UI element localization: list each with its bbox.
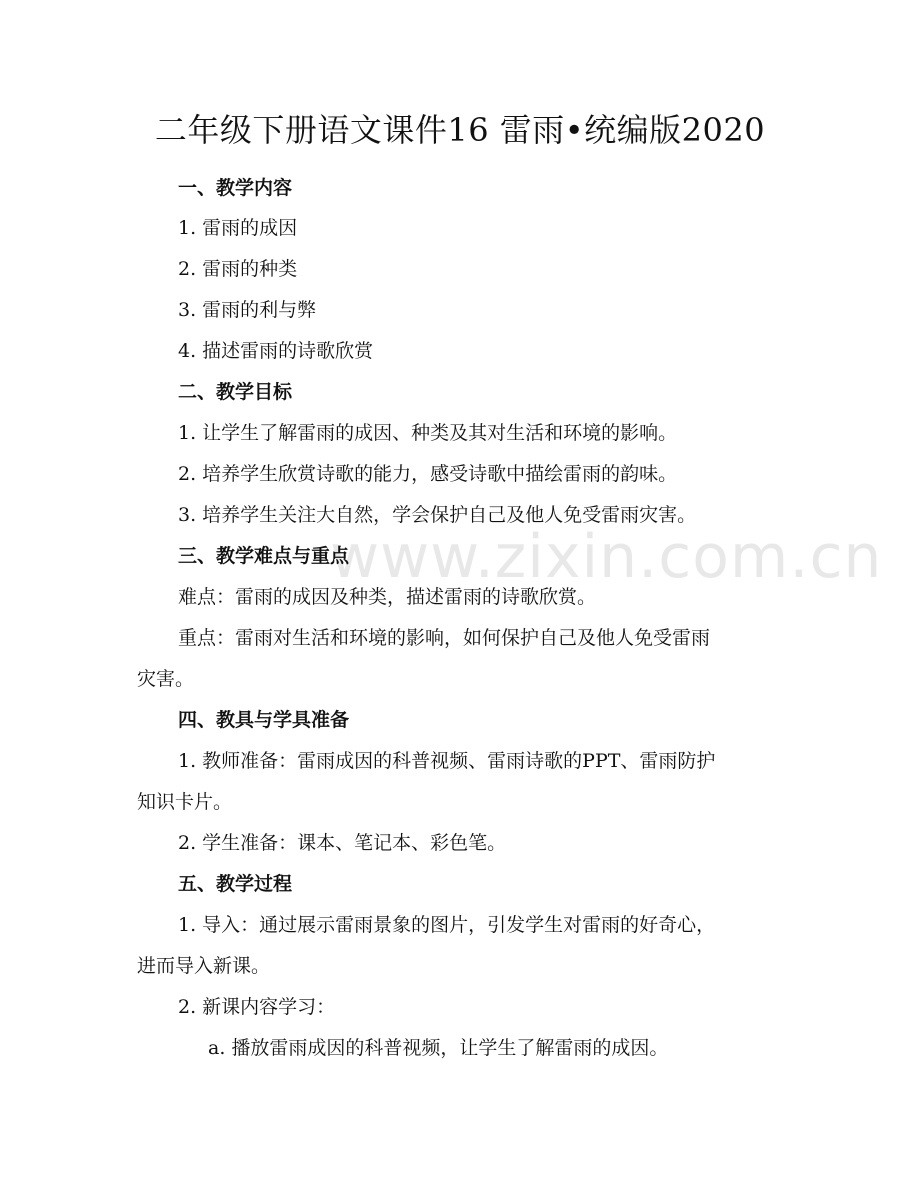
process-item1-line2: 进而导入新课。	[137, 955, 271, 977]
materials-item1-line2: 知识卡片。	[137, 791, 233, 813]
content-item: 1. 雷雨的成因	[178, 217, 298, 239]
section-heading-content: 一、教学内容	[178, 177, 293, 199]
section-heading-difficulty: 三、教学难点与重点	[178, 545, 350, 567]
watermark: www.zixin.com.cn	[330, 522, 883, 592]
content-item: 4. 描述雷雨的诗歌欣赏	[178, 340, 374, 362]
document-title: 二年级下册语文课件16 雷雨•统编版2020	[154, 111, 766, 149]
process-item2: 2. 新课内容学习：	[178, 996, 336, 1018]
key-point-line2: 灾害。	[137, 668, 195, 690]
content-item: 2. 雷雨的种类	[178, 258, 298, 280]
content-item: 3. 雷雨的利与弊	[178, 299, 317, 321]
difficult-point: 难点：雷雨的成因及种类，描述雷雨的诗歌欣赏。	[178, 586, 597, 608]
section-heading-goals: 二、教学目标	[178, 381, 293, 403]
section-heading-materials: 四、教具与学具准备	[178, 709, 350, 731]
materials-item1-line1: 1. 教师准备：雷雨成因的科普视频、雷雨诗歌的PPT、雷雨防护	[178, 750, 716, 772]
process-item2a: a. 播放雷雨成因的科普视频，让学生了解雷雨的成因。	[208, 1037, 669, 1059]
section-heading-process: 五、教学过程	[178, 873, 293, 895]
key-point-line1: 重点：雷雨对生活和环境的影响，如何保护自己及他人免受雷雨	[178, 627, 711, 649]
process-item1-line1: 1. 导入：通过展示雷雨景象的图片，引发学生对雷雨的好奇心，	[178, 914, 716, 936]
materials-item2: 2. 学生准备：课本、笔记本、彩色笔。	[178, 832, 507, 854]
goal-item: 3. 培养学生关注大自然，学会保护自己及他人免受雷雨灾害。	[178, 504, 697, 526]
goal-item: 1. 让学生了解雷雨的成因、种类及其对生活和环境的影响。	[178, 422, 678, 444]
goal-item: 2. 培养学生欣赏诗歌的能力，感受诗歌中描绘雷雨的韵味。	[178, 463, 678, 485]
